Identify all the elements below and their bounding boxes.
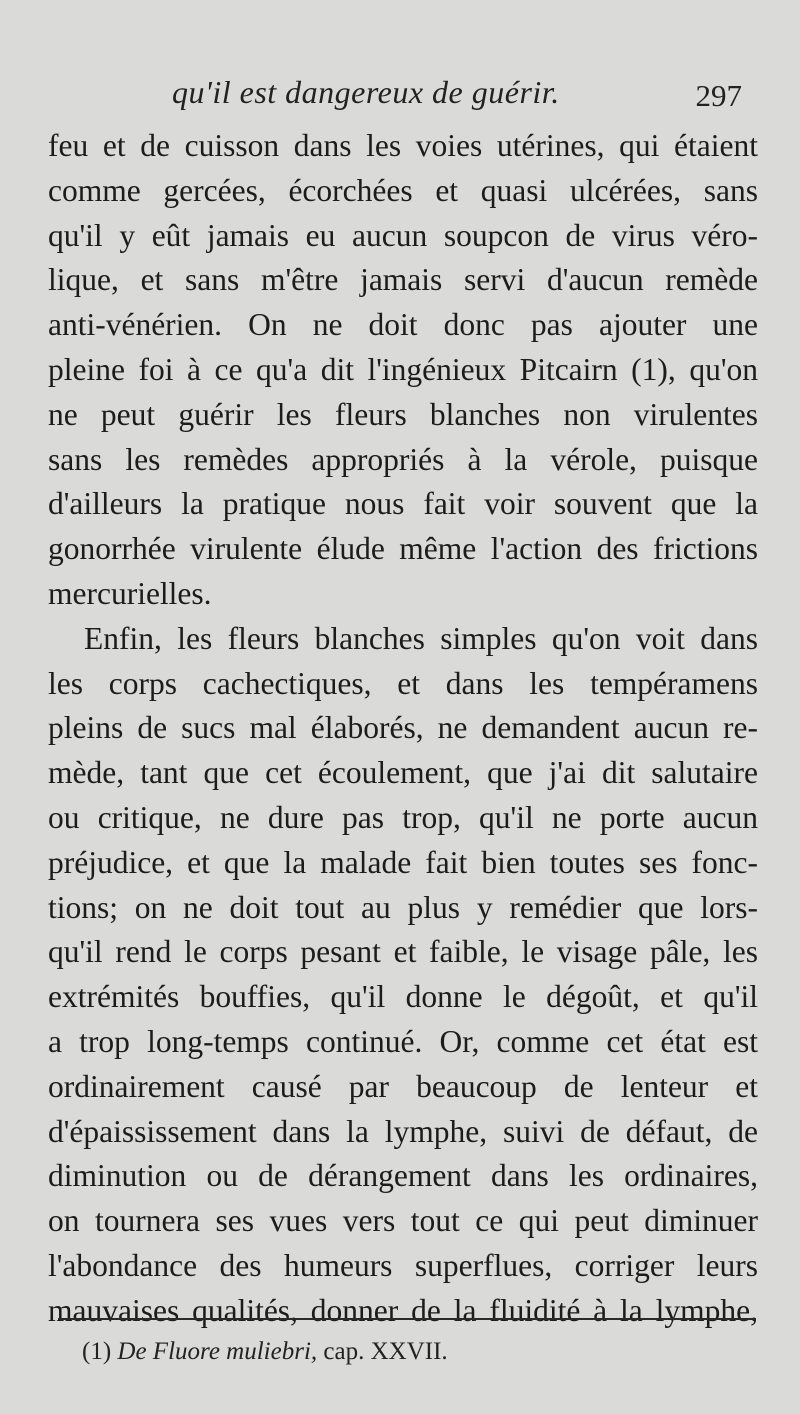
text-line: ne peut guérir les fleurs blanches non virulentes	[48, 396, 758, 432]
text-line: mercurielles.	[48, 575, 212, 611]
text-line: lique, et sans m'être jamais servi d'aucun remède	[48, 262, 758, 298]
text-line: a trop long-temps continué. Or, comme cet état est	[48, 1023, 758, 1059]
text-line: ou critique, ne dure pas trop, qu'il ne porte aucun	[48, 799, 758, 835]
text-line: pleins de sucs mal élaborés, ne demandent aucun re-	[48, 710, 758, 746]
text-line: d'épaississement dans la lymphe, suivi de défaut, de	[48, 1113, 758, 1149]
paragraph-2	[48, 617, 758, 1334]
text-line: sans les remèdes appropriés à la vérole, puisque	[48, 441, 758, 477]
text-line: Enfin, les fleurs blanches simples qu'on voit dans	[84, 620, 758, 656]
footnote	[82, 1338, 448, 1366]
footnote-divider	[58, 1318, 756, 1320]
text-line: mède, tant que cet écoulement, que j'ai dit salutaire	[48, 755, 758, 791]
text-line: d'ailleurs la pratique nous fait voir souvent que la	[48, 486, 758, 522]
footnote-reference: cap. XXVII.	[323, 1338, 448, 1365]
text-line: tions; on ne doit tout au plus y remédier que lors-	[48, 889, 758, 925]
text-line: qu'il y eût jamais eu aucun soupcon de virus véro-	[48, 217, 758, 253]
body-text	[48, 124, 758, 1334]
text-line: mauvaises qualités, donner de la fluidité à la lymphe,	[48, 1292, 758, 1328]
text-line: qu'il rend le corps pesant et faible, le visage pâle, les	[48, 934, 758, 970]
paragraph-1	[48, 124, 758, 617]
text-line: diminution ou de dérangement dans les ordinaires,	[48, 1158, 758, 1194]
text-line: les corps cachectiques, et dans les tempéramens	[48, 665, 758, 701]
text-line: gonorrhée virulente élude même l'action des frictions	[48, 531, 758, 567]
running-title: qu'il est dangereux de guérir.	[172, 74, 560, 110]
text-line: ordinairement causé par beaucoup de lenteur et	[48, 1068, 758, 1104]
text-line: anti-vénérien. On ne doit donc pas ajouter une	[48, 307, 758, 343]
text-line: comme gercées, écorchées et quasi ulcérées, sans	[48, 172, 758, 208]
text-line: extrémités bouffies, qu'il donne le dégoût, et qu'il	[48, 979, 758, 1015]
text-line: feu et de cuisson dans les voies utérines, qui étaient	[48, 128, 758, 163]
text-line: l'abondance des humeurs superflues, corriger leurs	[48, 1247, 758, 1283]
text-line: pleine foi à ce qu'a dit l'ingénieux Pitcairn (1), qu'on	[48, 351, 758, 387]
page-number: 297	[695, 78, 742, 113]
footnote-marker: (1)	[82, 1338, 112, 1365]
text-line: préjudice, et que la malade fait bien toutes ses fonc-	[48, 844, 758, 880]
footnote-title: De Fluore muliebri,	[117, 1338, 318, 1365]
running-head	[0, 70, 800, 118]
text-line: on tournera ses vues vers tout ce qui peut diminuer	[48, 1203, 758, 1239]
